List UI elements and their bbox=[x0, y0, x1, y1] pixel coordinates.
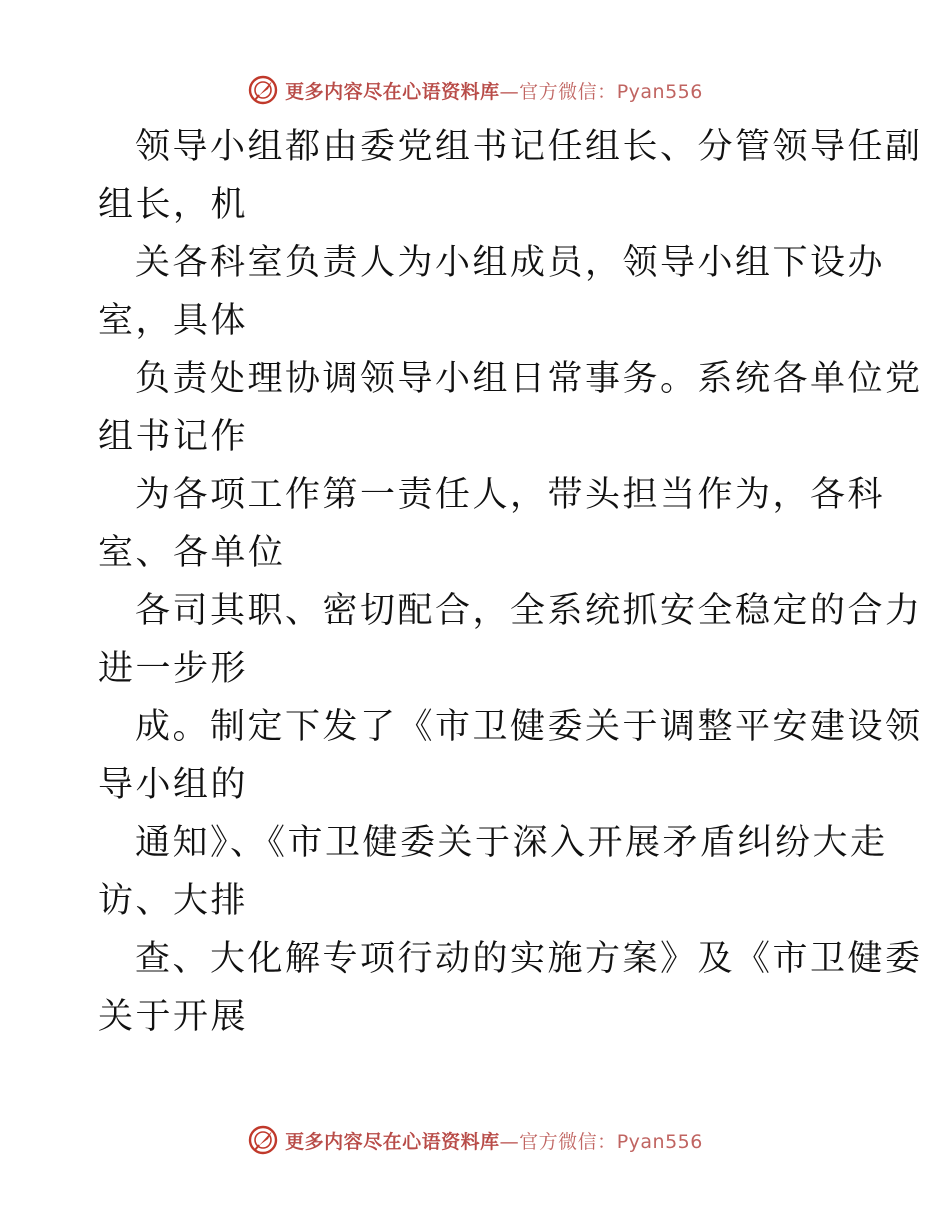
paragraph-line: 室，具体 bbox=[98, 301, 249, 341]
watermark-dash: — bbox=[499, 80, 520, 103]
paragraph bbox=[98, 118, 923, 234]
watermark-inner bbox=[247, 74, 703, 106]
watermark-wechat-id: Pyan556 bbox=[616, 1130, 703, 1153]
watermark-inner bbox=[247, 1124, 703, 1156]
paragraph-line: 访、大排 bbox=[98, 881, 249, 921]
watermark-tail: 官方微信： bbox=[519, 1130, 617, 1153]
paragraph-line: 导小组的 bbox=[98, 765, 249, 805]
paragraph bbox=[98, 582, 923, 698]
watermark-wechat-id: Pyan556 bbox=[616, 80, 703, 103]
paragraph-line: 组书记作 bbox=[98, 417, 249, 457]
watermark-main: 更多内容尽在心语资料库 bbox=[285, 1130, 500, 1153]
paragraph-line: 关于开展 bbox=[98, 997, 249, 1037]
watermark-text bbox=[285, 1127, 703, 1154]
footer-watermark bbox=[0, 1120, 950, 1160]
watermark-text bbox=[285, 77, 703, 104]
paragraph bbox=[98, 350, 923, 466]
document-body bbox=[98, 118, 923, 1046]
paragraph-line: 领导小组都由委党组书记任组长、分管领导任副 bbox=[135, 127, 923, 167]
header-watermark bbox=[0, 70, 950, 110]
quill-logo-icon bbox=[247, 74, 279, 106]
quill-logo-icon bbox=[247, 1124, 279, 1156]
paragraph-line: 负责处理协调领导小组日常事务。系统各单位党 bbox=[135, 359, 923, 399]
paragraph bbox=[98, 234, 886, 350]
watermark-main: 更多内容尽在心语资料库 bbox=[285, 80, 500, 103]
paragraph-line: 各司其职、密切配合，全系统抓安全稳定的合力 bbox=[135, 591, 923, 631]
paragraph-line: 查、大化解专项行动的实施方案》及《市卫健委 bbox=[135, 939, 923, 979]
paragraph bbox=[98, 466, 886, 582]
paragraph bbox=[98, 698, 923, 814]
watermark-tail: 官方微信： bbox=[519, 80, 617, 103]
paragraph-line: 成。制定下发了《市卫健委关于调整平安建设领 bbox=[135, 707, 923, 747]
paragraph-line: 关各科室负责人为小组成员，领导小组下设办 bbox=[135, 243, 886, 283]
paragraph-line: 通知》、《市卫健委关于深入开展矛盾纠纷大走 bbox=[135, 823, 888, 863]
watermark-dash: — bbox=[499, 1130, 520, 1153]
paragraph-line: 为各项工作第一责任人，带头担当作为，各科 bbox=[135, 475, 886, 515]
paragraph-line: 室、各单位 bbox=[98, 533, 286, 573]
paragraph-line: 进一步形 bbox=[98, 649, 249, 689]
paragraph-line: 组长，机 bbox=[98, 185, 249, 225]
paragraph bbox=[98, 814, 888, 930]
paragraph bbox=[98, 930, 923, 1046]
